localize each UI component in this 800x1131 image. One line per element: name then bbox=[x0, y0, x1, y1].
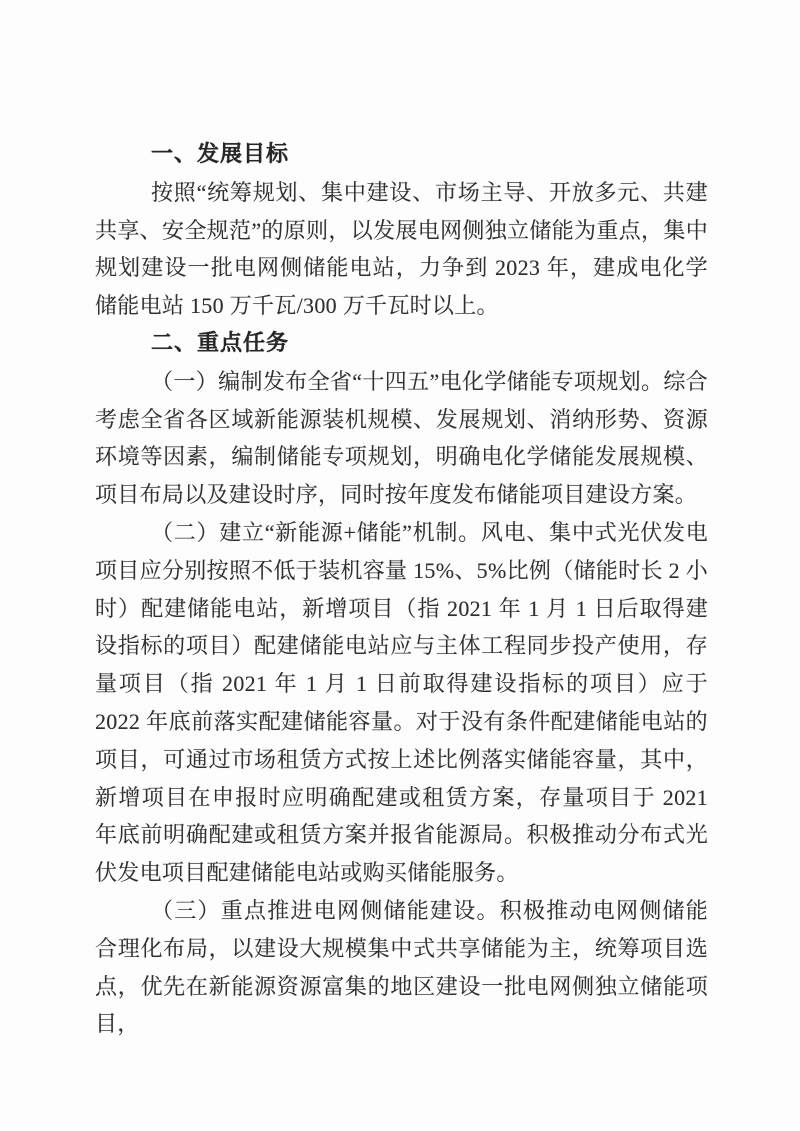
paragraph-task-1-planning: （一）编制发布全省“十四五”电化学储能专项规划。综合考虑全省各区域新能源装机规模、发展规划、消纳形势、资源环境等因素，编制储能专项规划，明确电化学储能发展规模、项目布局以及建设时序，同时按年度发布储能项目建设方案。 bbox=[95, 368, 708, 508]
document-body bbox=[95, 136, 708, 1043]
paragraph-development-goals: 按照“统筹规划、集中建设、市场主导、开放多元、共建共享、安全规范”的原则，以发展电网侧独立储能为重点，集中规划建设一批电网侧储能电站，力争到 2023 年，建成电化学储能电站 150 万千瓦/300 万千瓦时以上。 bbox=[95, 179, 708, 319]
paragraph-task-2-renewables-plus-storage: （二）建立“新能源+储能”机制。风电、集中式光伏发电项目应分别按照不低于装机容量 15%、5%比例（储能时长 2 小时）配建储能电站，新增项目（指 2021 年 1 月 1 日后取得建设指标的项目）配建储能电站应与主体工程同步投产使用，存量项目（指 2021 年 1 月 1 日前取得建设指标的项目）应于 2022 年底前落实配建储能容量。对于没有条件配建储能电站的项目，可通过市场租赁方式按上述比例落实储能容量，其中，新增项目在申报时应明确配建或租赁方案，存量项目于 2021 年底前明确配建或租赁方案并报省能源局。积极推动分布式光伏发电项目配建储能电站或购买储能服务。 bbox=[95, 519, 708, 886]
heading-development-goals: 一、发展目标 bbox=[151, 142, 290, 167]
paragraph-task-3-grid-side-storage: （三）重点推进电网侧储能建设。积极推动电网侧储能合理化布局，以建设大规模集中式共享储能为主，统筹项目选点，优先在新能源资源富集的地区建设一批电网侧独立储能项目， bbox=[95, 897, 708, 1037]
heading-key-tasks: 二、重点任务 bbox=[151, 330, 290, 356]
